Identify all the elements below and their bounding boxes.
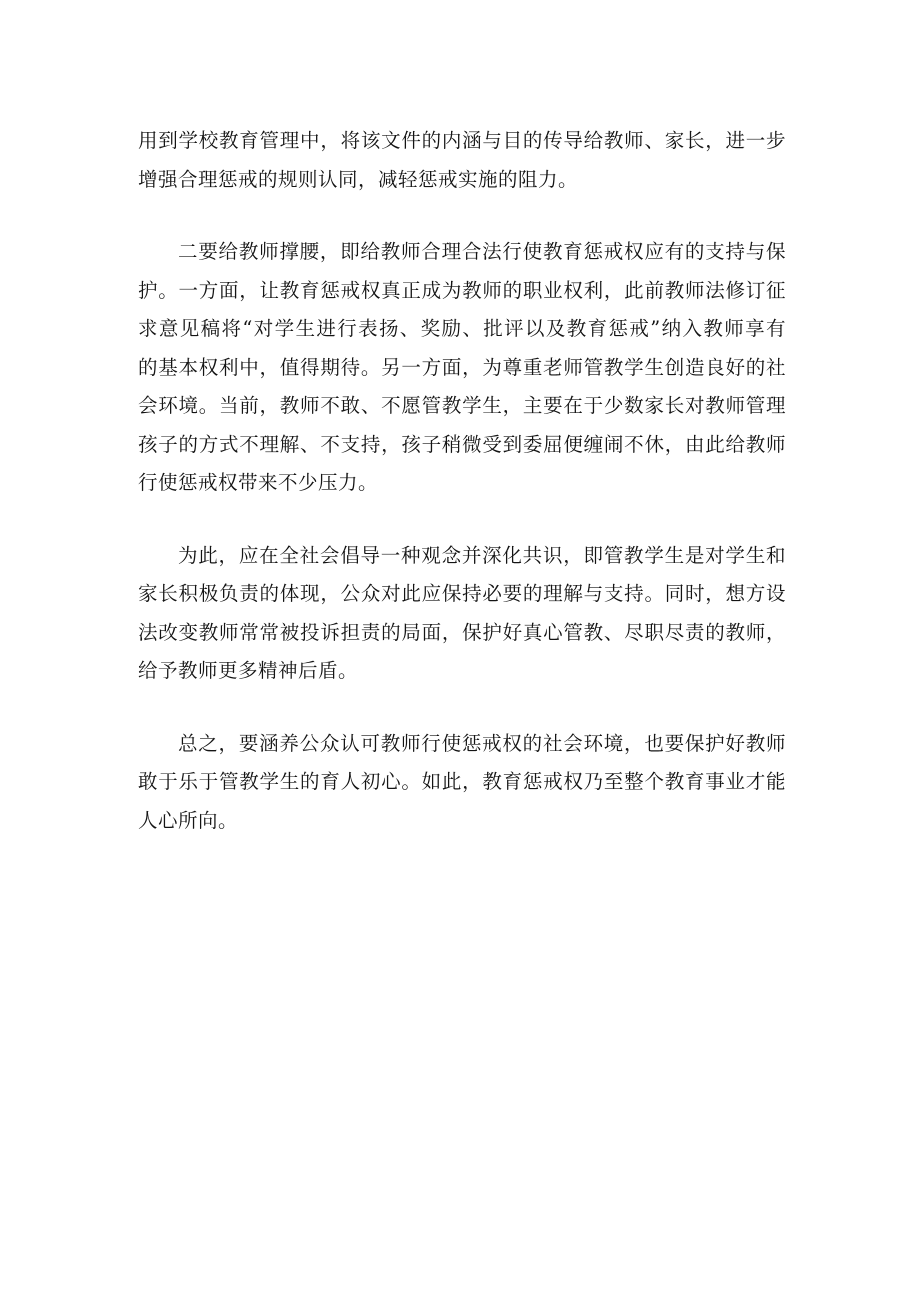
text-line: 用到学校教育管理中，将该文件的内涵与目的传导给教师、家长，进一步 [138,129,786,152]
text-line: 法改变教师常常被投诉担责的局面，保护好真心管教、尽职尽责的教师， [138,620,786,644]
document-body [138,122,786,874]
paragraph-2 [138,233,786,503]
paragraph-1 [138,122,786,199]
paragraph-3 [138,537,786,691]
text-line: 的基本权利中，值得期待。另一方面，为尊重老师管教学生创造良好的社 [138,355,786,379]
text-line: 给予教师更多精神后盾。 [138,659,359,682]
text-line: 为此，应在全社会倡导一种观念并深化共识，即管教学生是对学生和 [178,543,786,567]
text-line: 总之，要涵养公众认可教师行使惩戒权的社会环境，也要保护好教师 [178,731,786,755]
text-line: 二要给教师撑腰，即给教师合理合法行使教育惩戒权应有的支持与保 [178,240,786,263]
text-line: 家长积极负责的体现，公众对此应保持必要的理解与支持。同时，想方设 [138,582,786,605]
text-line: 增强合理惩戒的规则认同，减轻惩戒实施的阻力。 [138,167,579,191]
text-line: 敢于乐于管教学生的育人初心。如此，教育惩戒权乃至整个教育事业才能 [138,770,786,793]
text-line: 行使惩戒权带来不少压力。 [138,471,379,494]
text-line: 孩子的方式不理解、不支持，孩子稍微受到委屈便缠闹不休，由此给教师 [138,432,786,456]
text-line: 人心所向。 [138,808,239,832]
paragraph-4 [138,725,786,841]
text-line: 会环境。当前，教师不敢、不愿管教学生，主要在于少数家长对教师管理 [138,394,786,417]
text-line: 求意见稿将“对学生进行表扬、奖励、批评以及教育惩戒”纳入教师享有 [138,317,786,340]
text-line: 护。一方面，让教育惩戒权真正成为教师的职业权利，此前教师法修订征 [138,278,786,302]
